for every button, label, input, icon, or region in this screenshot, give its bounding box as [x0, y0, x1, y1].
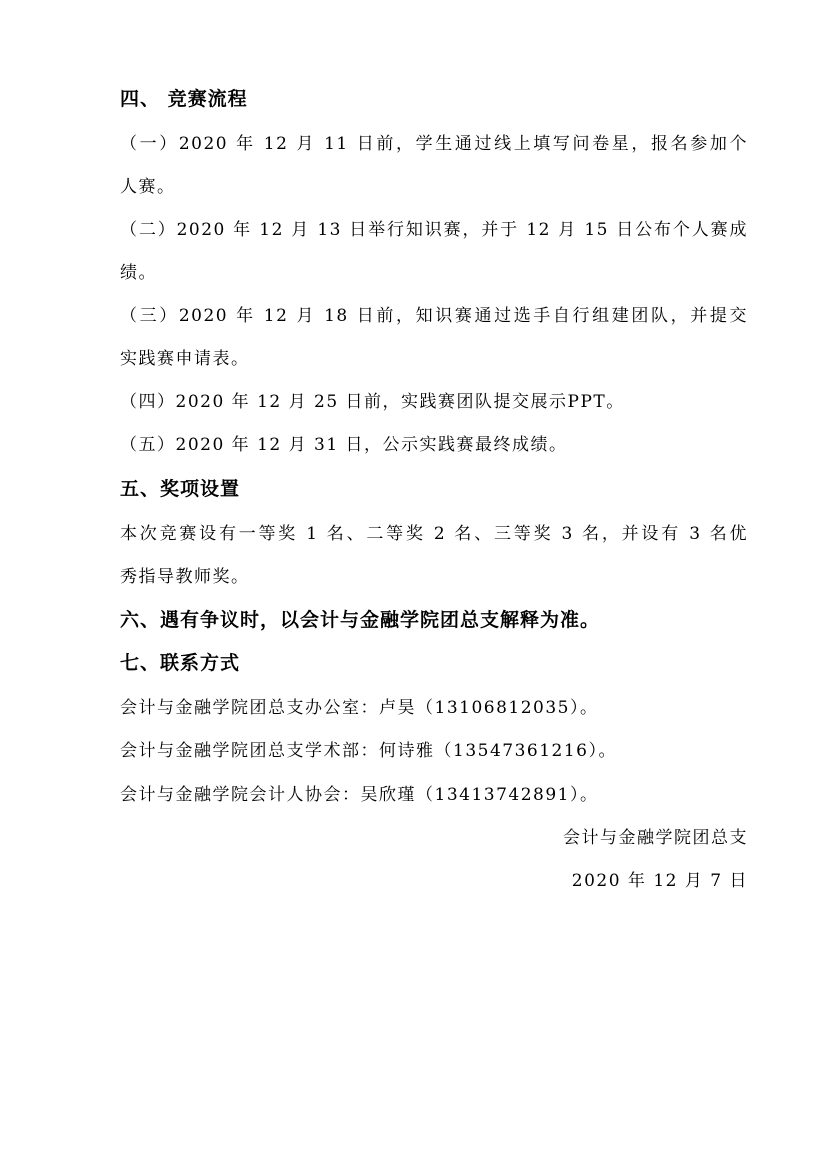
schedule-item-2-line-2: 绩。: [120, 263, 157, 283]
signature-date: 2020 年 12 月 7 日: [571, 871, 748, 891]
section-7-heading: 七、联系方式: [120, 652, 241, 674]
schedule-item-1-line-2: 人赛。: [120, 177, 176, 197]
section-5-heading: 五、奖项设置: [120, 478, 241, 500]
awards-line-1: 本次竞赛设有一等奖 1 名、二等奖 2 名、三等奖 3 名，并设有 3 名优: [120, 524, 748, 544]
schedule-item-3-line-2: 实践赛申请表。: [120, 349, 250, 369]
schedule-item-5: （五）2020 年 12 月 31 日，公示实践赛最终成绩。: [120, 435, 568, 455]
schedule-item-2-line-1: （二）2020 年 12 月 13 日举行知识赛，并于 12 月 15 日公布个人赛成: [120, 220, 748, 240]
awards-line-2: 秀指导教师奖。: [120, 567, 250, 587]
signature-org: 会计与金融学院团总支: [563, 828, 748, 848]
schedule-item-4: （四）2020 年 12 月 25 日前，实践赛团队提交展示PPT。: [120, 392, 625, 412]
schedule-item-1-line-1: （一）2020 年 12 月 11 日前，学生通过线上填写问卷星，报名参加个: [120, 134, 748, 154]
section-6-heading: 六、遇有争议时，以会计与金融学院团总支解释为准。: [120, 609, 601, 631]
section-4-heading: 四、 竞赛流程: [120, 88, 248, 110]
schedule-item-3-line-1: （三）2020 年 12 月 18 日前，知识赛通过选手自行组建团队，并提交: [120, 306, 748, 326]
contact-academic-dept: 会计与金融学院团总支学术部：何诗雅（13547361216）。: [120, 741, 617, 761]
contact-office: 会计与金融学院团总支办公室：卢昊（13106812035）。: [120, 698, 599, 718]
contact-accounting-association: 会计与金融学院会计人协会：吴欣瑾（13413742891）。: [120, 785, 599, 805]
